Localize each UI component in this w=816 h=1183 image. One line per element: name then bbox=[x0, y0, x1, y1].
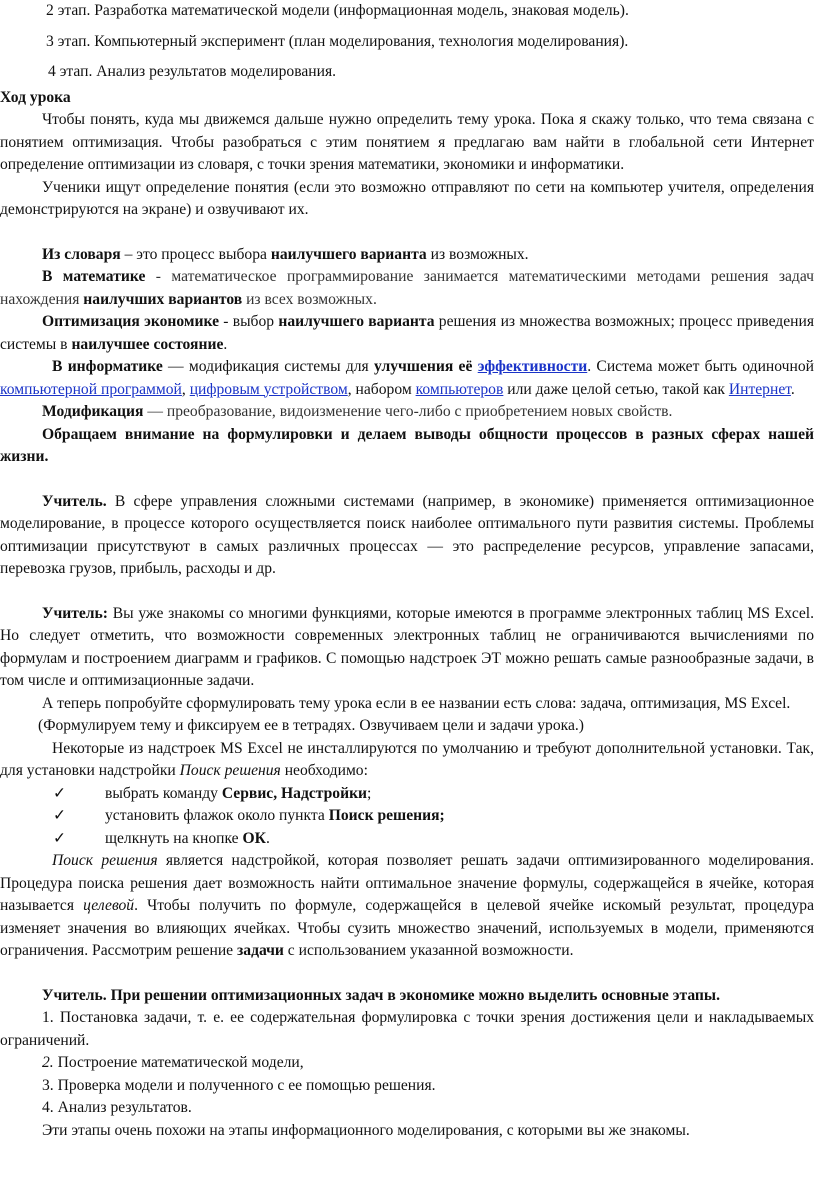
check-mark-icon: ✓ bbox=[53, 784, 67, 802]
check-mark-icon: ✓ bbox=[53, 807, 67, 824]
stage-3: 3 этап. Компьютерный эксперимент (план моделирования, технология моделирования). bbox=[46, 32, 629, 50]
informatics-definition: В информатике — модификация системы для улучшения её эффективности. Система может быть одиночной компьютерной программой, цифровым устройством, набором компьютеров или даже целой сетью, такой как Интернет. bbox=[0, 358, 814, 398]
link-computers[interactable]: компьютеров bbox=[415, 380, 504, 398]
economics-definition: Оптимизация экономике - выбор наилучшего варианта решения из множества возможных; процесс приведения системы в наилучшее состояние. bbox=[0, 313, 815, 353]
teacher-paragraph-3: Учитель. При решении оптимизационных задач в экономике можно выделить основные этапы. bbox=[42, 986, 720, 1004]
list-item: ✓ выбрать команду Сервис, Надстройки; bbox=[0, 783, 814, 806]
attention-note: Обращаем внимание на формулировки и делаем выводы общности процессов в разных сферах нашей жизни. bbox=[0, 425, 814, 465]
numbered-item-2: 2. Построение математической модели, bbox=[42, 1054, 304, 1071]
topic-paragraph: (Формулируем тему и фиксируем ее в тетрадях. Озвучиваем цели и задачи урока.) bbox=[38, 717, 585, 734]
students-paragraph: Ученики ищут определение понятия (если это возможно отправляют по сети на компьютер учителя, определения демонстрируются на экране) и озвучивают их. bbox=[0, 178, 814, 218]
check-mark-icon: ✓ bbox=[53, 829, 67, 847]
link-internet[interactable]: Интернет bbox=[728, 380, 791, 398]
formulate-paragraph: А теперь попробуйте сформулировать тему урока если в ее названии есть слова: задача, оптимизация, MS Excel. bbox=[42, 694, 791, 712]
section-title: Ход урока bbox=[0, 88, 71, 106]
link-efficiency[interactable]: эффективности bbox=[477, 358, 588, 375]
link-digital-device[interactable]: цифровым устройством bbox=[189, 380, 348, 398]
stage-2: 2 этап. Разработка математической модели (информационная модель, знаковая модель). bbox=[46, 2, 629, 19]
math-definition: В математике - математическое программирование занимается математическими методами решения задач нахождения наилучших вариантов из всех возможных. bbox=[0, 268, 814, 308]
teacher-paragraph-1: Учитель. В сфере управления сложными системами (например, в экономике) применяется оптимизационное моделирование, в процессе которого осуществляется поиск наиболее оптимального пути развития системы. Проблемы оптимизации присутствуют в самых различных процессах — это распределение ресурсов, управление запасами, перевозка грузов, прибыль, расходы и др. bbox=[0, 492, 814, 577]
addins-paragraph: Некоторые из надстроек MS Excel не инсталлируются по умолчанию и требуют дополнительной установки. Так, для установки надстройки Поиск решения необходимо: bbox=[0, 739, 814, 779]
stage-4: 4 этап. Анализ результатов моделирования. bbox=[48, 63, 337, 80]
closing-paragraph: Эти этапы очень похожи на этапы информационного моделирования, с которыми вы же знакомы. bbox=[42, 1121, 690, 1139]
modification-definition: Модификация — преобразование, видоизменение чего-либо с приобретением новых свойств. bbox=[42, 403, 673, 420]
intro-paragraph: Чтобы понять, куда мы движемся дальше нужно определить тему урока. Пока я скажу только, что тема связана с понятием оптимизация. Чтобы разобраться с этим понятием я предлагаю вам найти в глобальной сети Интернет определение оптимизации из словаря, с точки зрения математики, экономики и информатики. bbox=[0, 111, 814, 173]
solver-paragraph: Поиск решения является надстройкой, которая позволяет решать задачи оптимизированного моделирования. Процедура поиска решения дает возможность найти оптимальное значение формулы, содержащейся в ячейке, которая называется целевой. Чтобы получить по формуле, содержащейся в целевой ячейке искомый результат, процедура изменяет значения во влияющих ячейках. Чтобы сузить множество значений, используемых в модели, применяются ограничения. Рассмотрим решение задачи с использованием указанной возможности. bbox=[0, 852, 814, 959]
numbered-item-1: 1. Постановка задачи, т. е. ее содержательная формулировка с точки зрения достижения цели и накладываемых ограничений. bbox=[0, 1009, 814, 1049]
numbered-item-3: 3. Проверка модели и полученного с ее помощью решения. bbox=[42, 1076, 436, 1094]
list-item: ✓ установить флажок около пункта Поиск решения; bbox=[0, 805, 814, 828]
link-computer-program[interactable]: компьютерной программой bbox=[0, 380, 182, 398]
teacher-paragraph-2: Учитель: Вы уже знакомы со многими функциями, которые имеются в программе электронных таблиц MS Excel. Но следует отметить, что возможности современных электронных таблиц не ограничиваются вычислениями по формулам и построением диаграмм и графиков. С помощью надстроек ЭТ можно решать самые разнообразные задачи, в том числе и оптимизационные задачи. bbox=[0, 604, 814, 689]
dictionary-definition: Из словаря – это процесс выбора наилучшего варианта из возможных. bbox=[42, 245, 529, 263]
list-item: ✓ щелкнуть на кнопке ОК. bbox=[0, 828, 814, 851]
numbered-item-4: 4. Анализ результатов. bbox=[42, 1099, 192, 1116]
install-steps-list bbox=[0, 783, 814, 851]
